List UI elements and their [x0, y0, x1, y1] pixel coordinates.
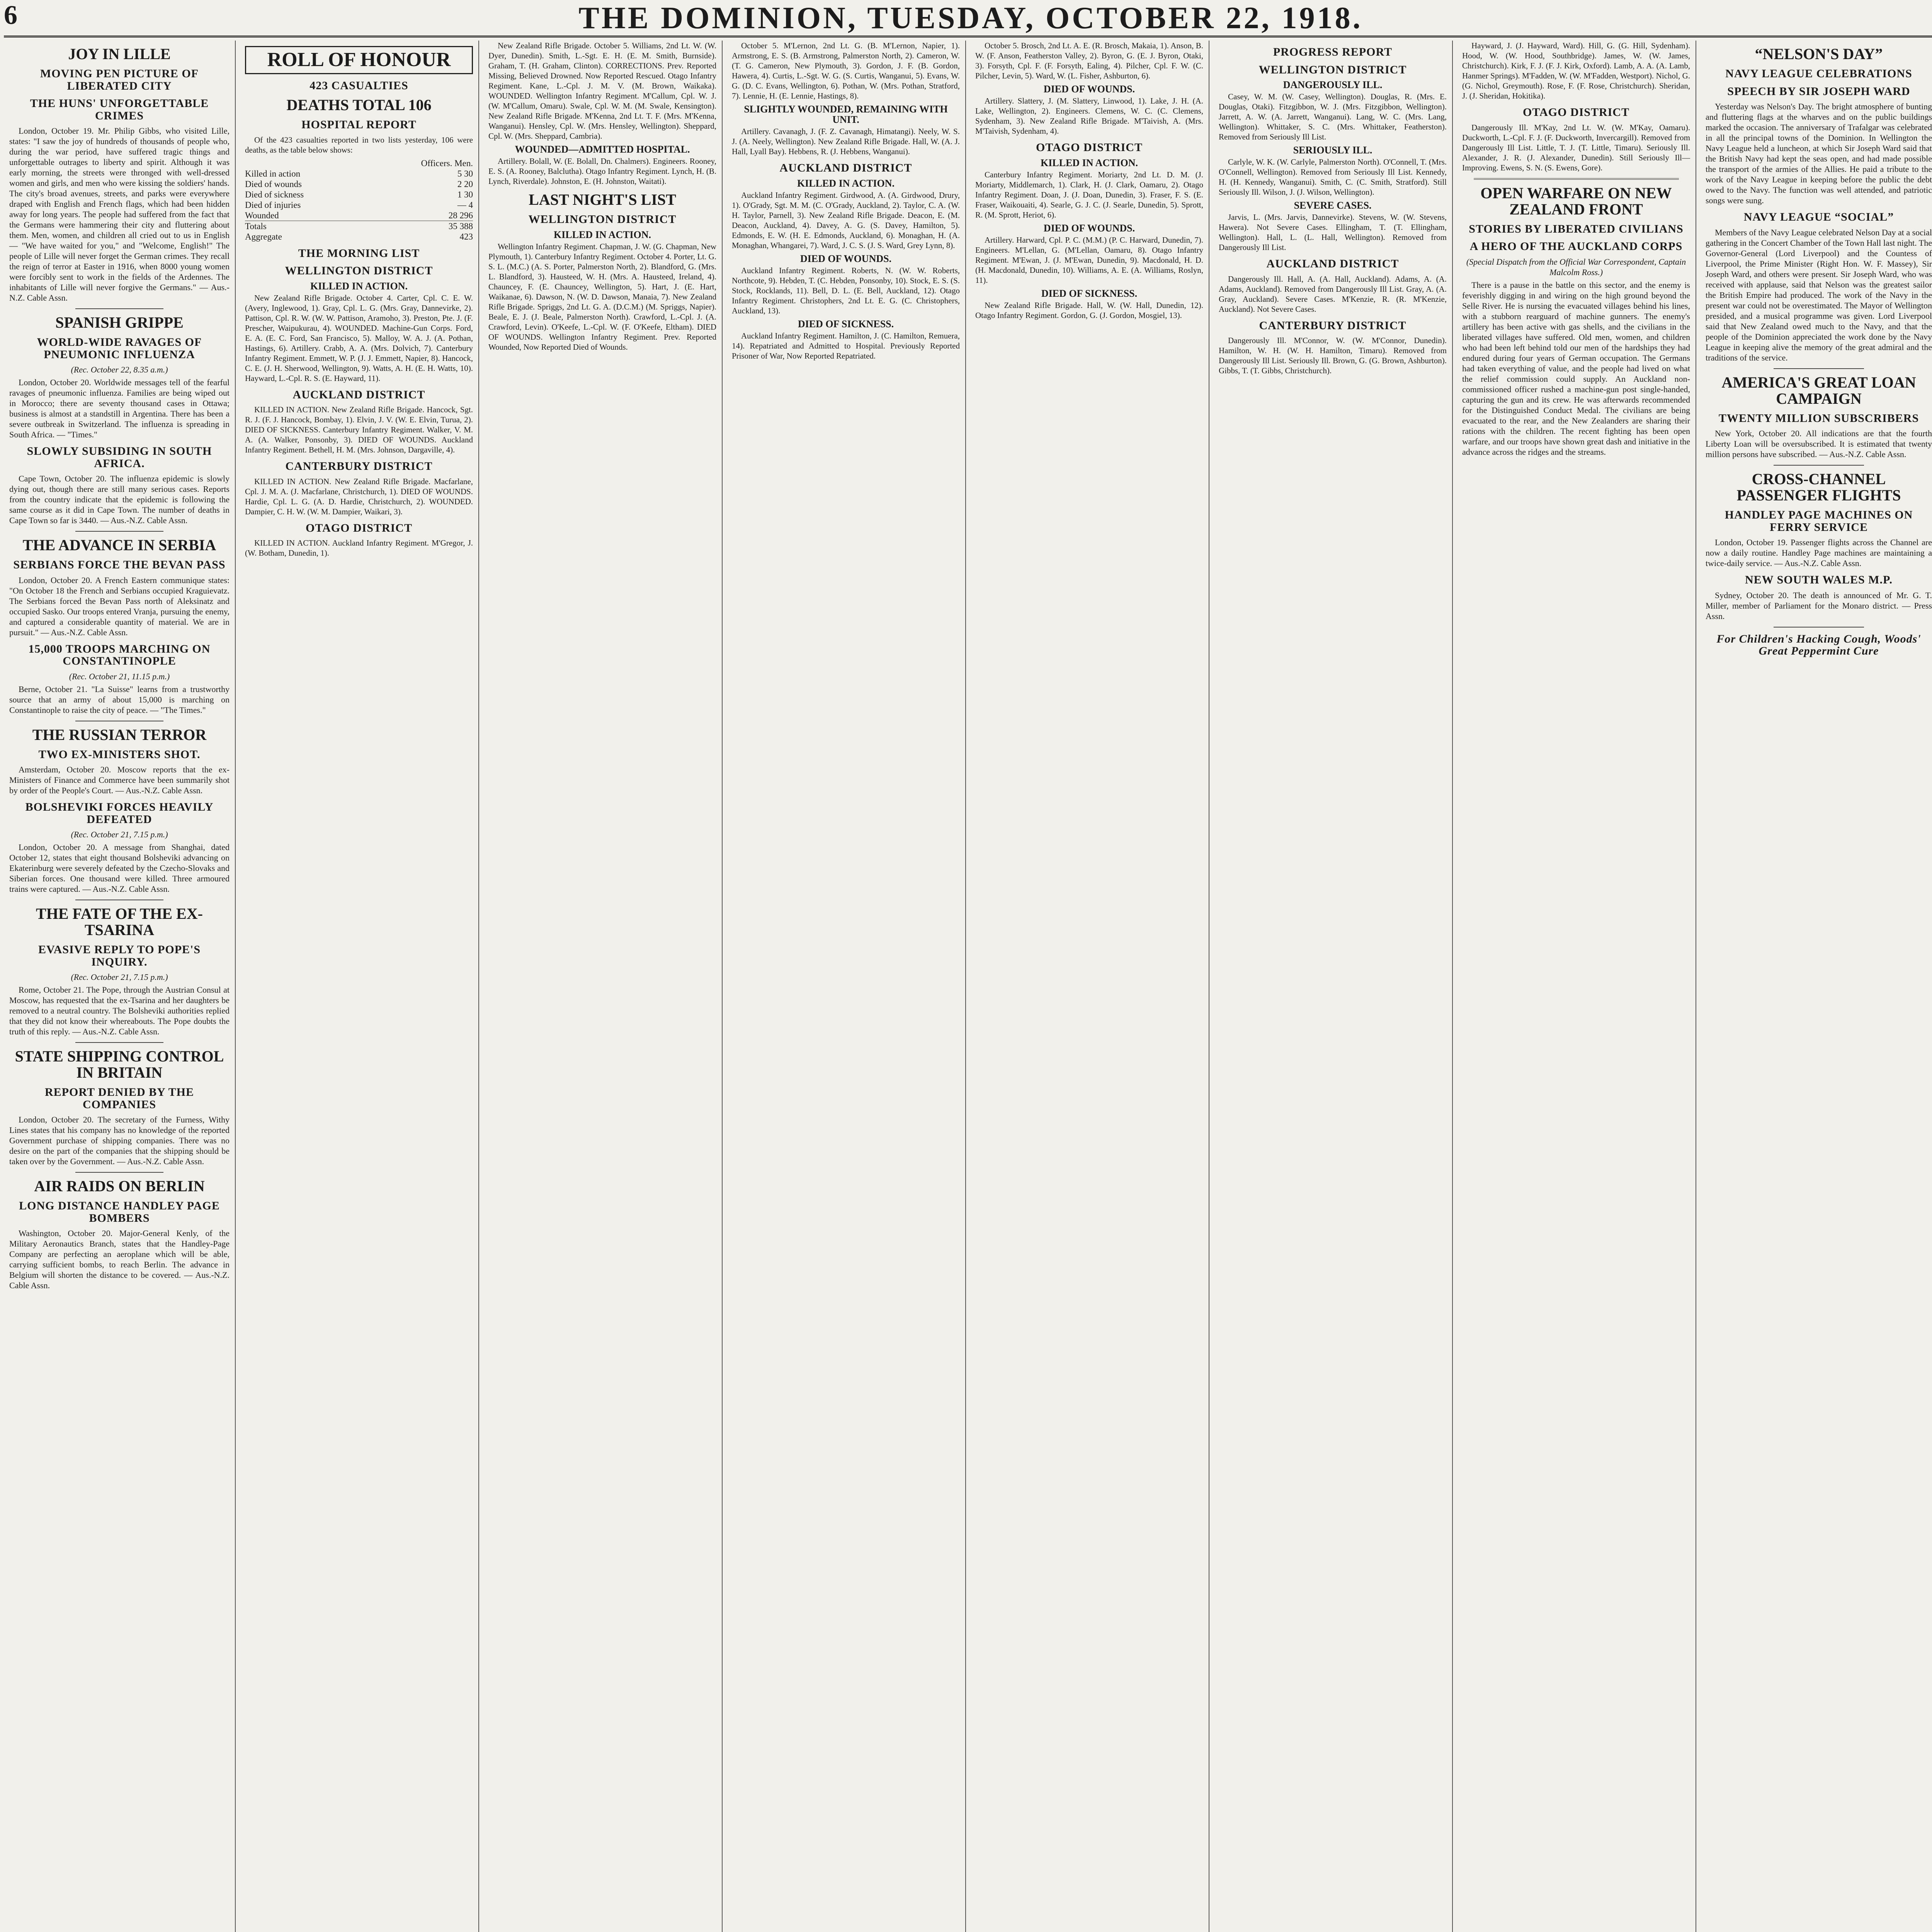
subhead-huns: THE HUNS' UNFORGETTABLE CRIMES	[30, 97, 209, 122]
subhead-hospital: HOSPITAL REPORT	[301, 118, 417, 131]
district-heading: CANTERBURY DISTRICT	[1259, 319, 1406, 332]
casualty-list: Artillery. Bolall, W. (E. Bolall, Dn. Chalmers). Engineers. Rooney, E. S. (A. Rooney, Balclutha). Otago Infantry Regiment. Lynch, H. (B. Lynch, Riverdale). Johnston, E. (H. Johnston, Waitati).	[488, 156, 716, 186]
column-3	[483, 41, 723, 1932]
divider	[1774, 465, 1864, 466]
casualty-list: KILLED IN ACTION. New Zealand Rifle Brigade. Macfarlane, Cpl. J. M. A. (J. Macfarlane, Christchurch, 1). DIED OF WOUNDS. Hardie, Cpl. L. G. (A. D. Hardie, Christchurch, 2). WOUNDED. Dampier, C. H. W. (W. M. Dampier, Waikari, 3).	[245, 476, 473, 516]
article-shipping: London, October 20. The secretary of the Furness, Withy Lines states that his company has no knowledge of the reported Government purchase of shipping companies. There was no desire on the part of the companies that the shipping should be taken over by the Government. — Aus.-N.Z. Cable Assn.	[9, 1115, 230, 1166]
subhead-nsw-mp: NEW SOUTH WALES M.P.	[1745, 573, 1893, 586]
headline-progress-report: PROGRESS REPORT	[1273, 46, 1393, 58]
article-bolshevik: London, October 20. A message from Shanghai, dated October 12, states that eight thousand Bolsheviki advancing on Ekaterinburg were severely defeated by the Czecho-Slovaks and Siberian forces. One thousand were killed. Three armoured trains were captured. — Aus.-N.Z. Cable Assn.	[9, 842, 230, 894]
table-row: Aggregate 423	[245, 231, 473, 242]
masthead	[0, 0, 1932, 37]
subhead-casualties: 423 CASUALTIES	[310, 79, 408, 92]
casualty-list: Auckland Infantry Regiment. Hamilton, J. (C. Hamilton, Remuera, 14). Repatriated and Admitted to Hospital. Previously Reported Prisoner of War, Now Reported Repatriated.	[732, 331, 960, 361]
progress-list: Casey, W. M. (W. Casey, Wellington). Douglas, R. (Mrs. E. Douglas, Otaki). Fitzgibbon, W. J. (Mrs. Fitzgibbon, Wellington). Jarrett, A. W. (A. Jarrett, Wanganui). Lang, W. C. (Mrs. Lang, Wellington). Whittaker, S. C. (Mrs. Whittaker, Featherston). Removed from Seriously Ill List.	[1219, 92, 1447, 141]
progress-list: Dangerously Ill. M'Kay, 2nd Lt. W. (W. M'Kay, Oamaru). Duckworth, L.-Cpl. F. J. (F. Duckworth, Invercargill). Removed from Dangerously Ill List. Little, T. J. (T. Little, Timaru). Seriously Ill. Alexander, J. R. (J. Alexander, Dunedin). Still Seriously Ill—Improving. Ewens, S. N. (S. Ewens, Gore).	[1462, 122, 1690, 172]
section-admitted: WOUNDED—ADMITTED HOSPITAL.	[515, 144, 690, 155]
article-raids: Washington, October 20. Major-General Kenly, of the Military Aeronautics Branch, states that the Handley-Page Company are perfecting an aeroplane which will be able, carrying sufficient bombs, to reach Berlin. The advance in Belgium will shorten the distance to be covered. — Aus.-N.Z. Cable Assn.	[9, 1228, 230, 1290]
section-died-of-sickness: DIED OF SICKNESS.	[798, 318, 894, 330]
divider	[75, 308, 163, 309]
casualty-list: KILLED IN ACTION. New Zealand Rifle Brigade. Hancock, Sgt. R. J. (F. J. Hancock, Bombay, 1). Elvin, J. V. (W. E. Elvin, Turua, 2). DIED OF SICKNESS. Canterbury Infantry Regiment. Walker, V. M. A. (A. Walker, Ponsonby, 3). DIED OF WOUNDS. Auckland Infantry Regiment. Bethell, H. M. (Mrs. Johnson, Dargaville, 4).	[245, 405, 473, 455]
headline-shipping: STATE SHIPPING CONTROL IN BRITAIN	[15, 1048, 224, 1081]
headline-terror: THE RUSSIAN TERROR	[32, 726, 207, 743]
subhead-turks: 15,000 TROOPS MARCHING ON CONSTANTINOPLE	[28, 642, 211, 667]
subhead-serbia: SERBIANS FORCE THE BEVAN PASS	[13, 558, 226, 571]
article-africa: Cape Town, October 20. The influenza epidemic is slowly dying out, though there are still many serious cases. Reports from the country indicate that the epidemic is following the same course as it did in Cape Town. The number of deaths in Cape Town so far is 3440. — Aus.-N.Z. Cable Assn.	[9, 474, 230, 525]
casualty-list: October 5. Brosch, 2nd Lt. A. E. (R. Brosch, Makaia, 1). Anson, B. W. (F. Anson, Featherston Valley, 2). Byron, G. (E. J. Byron, Otaki, 3). Forsyth, Cpl. F. (F. Forsyth, Ealing, 4). Pilcher, Cpl. F. W. (C. Pilcher, Levin, 5). Ward, W. (L. Fisher, Ashburton, 6).	[975, 41, 1203, 80]
masthead-rule	[4, 36, 1932, 37]
divider	[75, 1172, 163, 1173]
subhead-raids: LONG DISTANCE HANDLEY PAGE BOMBERS	[19, 1199, 220, 1225]
subhead-grippe: WORLD-WIDE RAVAGES OF PNEUMONIC INFLUENZA	[37, 336, 202, 361]
subhead-terror: TWO EX-MINISTERS SHOT.	[38, 748, 201, 761]
received-tsarina: (Rec. October 21, 7.15 p.m.)	[71, 972, 168, 982]
headline-loan-campaign: AMERICA'S GREAT LOAN CAMPAIGN	[1721, 373, 1916, 407]
divider	[1474, 178, 1679, 180]
section-seriously-ill: SERIOUSLY ILL.	[1293, 145, 1372, 156]
article-tsarina: Rome, October 21. The Pope, through the Austrian Consul at Moscow, has requested that the ex-Tsarina and her daughters be removed to a neutral country. The Bolsheviki authorities replied that they did not know their whereabouts. The Pope doubts the truth of this reply. — Aus.-N.Z. Cable Assn.	[9, 985, 230, 1036]
column-6	[1213, 41, 1453, 1932]
headline-grippe: SPANISH GRIPPE	[55, 314, 184, 331]
subhead-lille: MOVING PEN PICTURE OF LIBERATED CITY	[40, 67, 199, 92]
section-died-of-wounds: DIED OF WOUNDS.	[1043, 222, 1135, 234]
subhead-africa: SLOWLY SUBSIDING IN SOUTH AFRICA.	[27, 445, 212, 470]
subhead-shipping: REPORT DENIED BY THE COMPANIES	[45, 1086, 194, 1111]
section-killed: KILLED IN ACTION.	[797, 177, 895, 189]
column-1	[4, 41, 236, 1932]
subhead-navy-social: NAVY LEAGUE “SOCIAL”	[1743, 211, 1894, 223]
district-heading: OTAGO DISTRICT	[1522, 106, 1629, 119]
newspaper-title: THE DOMINION, TUESDAY, OCTOBER 22, 1918.	[578, 1, 1363, 35]
casualty-list: New Zealand Rifle Brigade. October 4. Carter, Cpl. C. E. W. (Avery, Inglewood, 1). Gray, Cpl. L. G. (Mrs. Gray, Dannevirke, 2). Pattison, Cpl. R. W. (W. W. Pattison, Aramoho, 3). Preston, Pte. J. (F. Prescher, Waipukurau, 4). WOUNDED. Machine-Gun Corps. Ford, E. A. (E. C. Ford, San Francisco, 5). Malloy, W. A. J. (A. Pothan, Hastings, 6). Artillery. Crabb, A. A. (Mrs. Dolvich, 7). Canterbury Infantry Regiment. Emmett, W. P. (J. J. Emmett, Napier, 8). Hancock, C. E. (J. H. Sherwood, Wellington, 9). Watts, A. H. (E. H. Watts, 10). Hayward, L.-Cpl. R. S. (E. Hayward, 11).	[245, 293, 473, 383]
district-heading: WELLINGTON DISTRICT	[528, 213, 677, 226]
headline-open-warfare: OPEN WARFARE ON NEW ZEALAND FRONT	[1480, 184, 1672, 218]
received-turks: (Rec. October 21, 11.15 p.m.)	[69, 671, 170, 681]
article-turks: Berne, October 21. "La Suisse" learns from a trustworthy source that an army of about 15,000 is marching on Constantinople to raise the city of peace. — "The Times."	[9, 684, 230, 715]
table-row: Died of injuries — 4	[245, 200, 473, 210]
casualty-list: Artillery. Harward, Cpl. P. C. (M.M.) (P. C. Harward, Dunedin, 7). Engineers. M'Lellan, G. (M'Lellan, Oamaru, 8). Otago Infantry Regiment. M'Ewan, J. (J. M'Ewan, Dunedin, 9). Macdonald, H. D. (H. Macdonald, Dunedin, 10). Williams, A. E. (A. Williams, Roslyn, 11).	[975, 235, 1203, 285]
subhead-tsarina: EVASIVE REPLY TO POPE'S INQUIRY.	[38, 943, 201, 968]
article-serbia: London, October 20. A French Eastern communique states: "On October 18 the French and Serbians occupied Kraguievatz. The Serbians forced the Bevan Pass north of Aleksinatz and occupied Sasko. Our troops entered Vranja, pursuing the enemy, and captured a considerable quantity of material. We are in pursuit." — Aus.-N.Z. Cable Assn.	[9, 575, 230, 637]
subhead-auckland-hero: A HERO OF THE AUCKLAND CORPS	[1469, 240, 1683, 253]
article-nsw-mp: Sydney, October 20. The death is announced of Mr. G. T. Miller, member of Parliament for the Monaro district. — Press Assn.	[1706, 590, 1932, 621]
subhead-ferry-service: HANDLEY PAGE MACHINES ON FERRY SERVICE	[1725, 509, 1913, 534]
roll-intro: Of the 423 casualties reported in two lists yesterday, 106 were deaths, as the table below shows:	[245, 135, 473, 155]
column-4	[726, 41, 966, 1932]
progress-list: Hayward, J. (J. Hayward, Ward). Hill, G. (G. Hill, Sydenham). Hood, W. (W. Hood, Southbridge). James, W. (W. James, Christchurch). Kirk, F. J. (F. J. Kirk, Oxford). Lamb, A. A. (A. Lamb, Hanmer Springs). M'Fadden, W. (W. M'Fadden, Westport). Nichol, G. (G. Nichol, Greymouth). Rose, F. (F. Rose, Christchurch). Sheridan, J. (J. Sheridan, Hokitika).	[1462, 41, 1690, 100]
section-killed: KILLED IN ACTION.	[1040, 157, 1138, 168]
section-died-of-sickness: DIED OF SICKNESS.	[1041, 287, 1138, 299]
subhead-ward-speech: SPEECH BY SIR JOSEPH WARD	[1727, 85, 1910, 98]
district-heading: WELLINGTON DISTRICT	[1259, 63, 1407, 76]
section-severe: SEVERE CASES.	[1294, 200, 1372, 211]
headline-roll-of-honour: ROLL OF HONOUR	[245, 46, 473, 74]
article-loan: New York, October 20. All indications are that the fourth Liberty Loan will be oversubscribed. It is estimated that twenty million persons have subscribed. — Aus.-N.Z. Cable Assn.	[1706, 429, 1932, 459]
headline-serbia: THE ADVANCE IN SERBIA	[22, 536, 216, 554]
district-heading: AUCKLAND DISTRICT	[779, 162, 912, 174]
table-row: Died of wounds 2 20	[245, 179, 473, 189]
section-killed: KILLED IN ACTION.	[553, 229, 651, 240]
headline-raids: AIR RAIDS ON BERLIN	[34, 1177, 205, 1195]
casualty-list: October 5. M'Lernon, 2nd Lt. G. (B. M'Lernon, Napier, 1). Armstrong, E. S. (B. Armstrong, Palmerston North, 2). Cameron, W. (T. G. Cameron, New Plymouth, 3). Gordon, J. F. (B. Gordon, Hawera, 4). Curtis, L.-Sgt. W. G. (S. Curtis, Wanganui, 5). Evans, W. G. (D. C. Evans, Wellington, 6). Pothan, W. (Mrs. Pothan, Stratford, 7). Lennie, H. (E. Lennie, Hastings, 8).	[732, 41, 960, 100]
article-navy-social: Members of the Navy League celebrated Nelson Day at a social gathering in the Concert Chamber of the Town Hall last night. The Governor-General (Lord Liverpool) and the Countess of Liverpool, the Prime Minister (Right Hon. W. F. Massey), Sir Joseph Ward, and others were present. Sir Joseph Ward, who was received with applause, said that Nelson was the greatest sailor the British Empire had produced. The work of the Navy in the present war could not be overestimated. The Mayor of Wellington presided, and a musical programme was given. Lord Liverpool said that New Zealand owed much to the Navy, and that the people of the Dominion appreciated the work done by the Navy League in keeping alive the memory of the great admiral and the traditions of the service.	[1706, 227, 1932, 362]
divider	[75, 531, 163, 532]
casualty-table	[245, 158, 473, 242]
article-nelsons-day: Yesterday was Nelson's Day. The bright atmosphere of bunting and fluttering flags at the wharves and on the public buildings marked the occasion. The anniversary of Trafalgar was celebrated in all the principal towns of the Dominion. In Wellington the Navy League held a luncheon, at which Sir Joseph Ward said that the British Navy had kept the seas open, and had made possible the transport of the armies of the Allies. He paid a tribute to the work of the Navy League in keeping before the public the debt owed to the Navy. The function was well attended, and patriotic songs were sung.	[1706, 102, 1932, 205]
table-row: Wounded 28 296	[245, 210, 473, 220]
table-row: Killed in action 5 30	[245, 168, 473, 179]
received-bolshevik: (Rec. October 21, 7.15 p.m.)	[71, 830, 168, 839]
casualty-list: KILLED IN ACTION. Auckland Infantry Regiment. M'Gregor, J. (W. Botham, Dunedin, 1).	[245, 538, 473, 558]
district-heading: CANTERBURY DISTRICT	[285, 460, 433, 473]
casualty-list: Auckland Infantry Regiment. Girdwood, A. (A. Girdwood, Drury, 1). O'Grady, Sgt. M. M. (C. O'Grady, Auckland, 2). Taylor, C. A. (W. H. Taylor, Parnell, 3). New Zealand Rifle Brigade. Deacon, E. (M. Deacon, Auckland, 4). Davey, A. G. (S. Davey, Hamilton, 5). Edmonds, E. W. (H. E. Edmonds, Auckland, 6). Monaghan, H. (A. Monaghan, Whangarei, 7). Ward, J. C. S. (J. S. Ward, Grey Lynn, 8).	[732, 190, 960, 250]
section-died-of-wounds: DIED OF WOUNDS.	[800, 253, 892, 264]
article-open-warfare: There is a pause in the battle on this sector, and the enemy is feverishly digging in and wiring on the high ground beyond the Selle River. He is nursing the evacuated villages behind his lines, with a stubborn rearguard of machine gunners. The enemy's artillery has been active with gas shells, and the civilians in the liberated villages have suffered. Old men, women, and children who had been left behind told our men of the hardships they had endured during four years of German occupation. The Germans had taken everything of value, and the people had lived on what the relief commission could supply. An Auckland non-commissioned officer rushed a machine-gun post single-handed, capturing the gun and its crew. He was afterwards recommended for the Distinguished Conduct Medal. The civilians are being evacuated to the rear, and the New Zealanders are sharing their rations with the children. The recent fighting has been open warfare, and our troops have shown great dash and initiative in the advance across the ridges and the streams.	[1462, 280, 1690, 457]
casualty-list: New Zealand Rifle Brigade. Hall, W. (W. Hall, Dunedin, 12). Otago Infantry Regiment. Gordon, G. (J. Gordon, Mosgiel, 13).	[975, 300, 1203, 320]
column-7	[1457, 41, 1696, 1932]
article-terror: Amsterdam, October 20. Moscow reports that the ex-Ministers of Finance and Commerce have been summarily shot by order of the People's Court. — Aus.-N.Z. Cable Assn.	[9, 765, 230, 795]
article-lille: London, October 19. Mr. Philip Gibbs, who visited Lille, states: "I saw the joy of hundreds of thousands of people who, during the war period, have suffered tragic things and unforgettable outrages to liberty and spirit. Although it was early morning, the streets were thronged with well-dressed women and girls, and men who were kissing the soldiers' hands. The city's broad avenues, streets, and parks were everywhere draped with English and French flags, which had been hidden away for long years. The people had suffered from the fact that the Germans were hammering their city and fluttering about them. Men, women, and children all cried out to us in English — "We have waited for you," and "Welcome, English!" The people of Lille will never forget the German crimes. They recall the reign of terror at Easter in 1916, when 8000 young women were forcibly sent to work in the fields of the Ardennes. The inhabitants of Lille will never forgive the Germans." — Aus.-N.Z. Cable Assn.	[9, 126, 230, 303]
divider	[1774, 368, 1864, 369]
page-columns	[4, 41, 1932, 1932]
district-heading: OTAGO DISTRICT	[305, 521, 412, 534]
headline-tsarina: THE FATE OF THE EX-TSARINA	[36, 905, 203, 939]
divider	[75, 1042, 163, 1043]
progress-list: Dangerously Ill. Hall, A. (A. Hall, Auckland). Adams, A. (A. Adams, Auckland). Removed from Dangerously Ill List. Gray, A. (A. Gray, Auckland). Severe Cases. M'Kenzie, R. (R. M'Kenzie, Auckland). Not Severe Cases.	[1219, 274, 1447, 314]
subhead-deaths: DEATHS TOTAL 106	[286, 96, 432, 114]
subhead-subscribers: TWENTY MILLION SUBSCRIBERS	[1718, 412, 1919, 425]
headline-lille: JOY IN LILLE	[68, 45, 171, 63]
casualty-list: Auckland Infantry Regiment. Roberts, N. (W. W. Roberts, Northcote, 9). Hebden, T. (C. Hebden, Ponsonby, 10). Stock, E. S. (S. Stock, Rocklands, 11). Bell, D. L. (E. Bell, Auckland, 12). Otago Infantry Regiment. Christophers, 2nd Lt. E. G. (C. Christophers, Auckland, 13).	[732, 265, 960, 315]
casualty-list: Wellington Infantry Regiment. Chapman, J. W. (G. Chapman, New Plymouth, 1). Canterbury Infantry Regiment. October 4. Porter, Lt. G. S. L. (M.C.) (A. S. Porter, Palmerston North, 2). Blandford, G. (Mrs. L. Blandford, 3). Hausteed, W. H. (Mrs. A. Hausteed, Ireland, 4). Chauncey, F. (E. Chauncey, Wellington, 5). Hart, J. (E. Hart, Waikanae, 6). Dawson, N. (W. D. Dawson, Manaia, 7). New Zealand Rifle Brigade. Spriggs, 2nd Lt. G. A. (D.C.M.) (M. Spriggs, Napier). Beale, E. J. (J. Beale, Palmerston North). Crawford, L.-Cpl. J. (A. Crawford, Levin). O'Keefe, L.-Cpl. W. (F. O'Keefe, Eltham). DIED OF WOUNDS. Wellington Infantry Regiment. Prev. Reported Wounded, Now Reported Died of Wounds.	[488, 242, 716, 352]
district-heading: WELLINGTON DISTRICT	[285, 264, 433, 277]
table-row: Died of sickness 1 30	[245, 189, 473, 199]
column-2	[240, 41, 479, 1932]
column-8	[1700, 41, 1932, 1932]
progress-list: Jarvis, L. (Mrs. Jarvis, Dannevirke). Stevens, W. (W. Stevens, Hawera). Not Severe Cases. Ellingham, T. (T. Ellingham, Wellington). Hall, L. (L. Hall, Wellington). Removed from Dangerously Ill List.	[1219, 213, 1447, 252]
received-grippe: (Rec. October 22, 8.35 a.m.)	[71, 365, 168, 374]
section-slightly-wounded: SLIGHTLY WOUNDED, REMAINING WITH UNIT.	[744, 104, 948, 125]
headline-nelsons-day: “NELSON'S DAY”	[1755, 45, 1883, 63]
subhead-morning-list: THE MORNING LIST	[298, 247, 420, 260]
casualty-list: Canterbury Infantry Regiment. Moriarty, 2nd Lt. D. M. (J. Moriarty, Middlemarch, 1). Clark, H. (J. Clark, Oamaru, 2). Otago Infantry Regiment. Doan, J. (J. Doan, Dunedin, 3). Fraser, F. S. (E. Fraser, Waikouaiti, 4). Searle, G. J. C. (J. Searle, Dunedin, 5). Sprott, R. (M. Sprott, Heriot, 6).	[975, 170, 1203, 219]
article-flights: London, October 19. Passenger flights across the Channel are now a daily routine. Handley Page machines are maintaining a twice-daily service. — Aus.-N.Z. Cable Assn.	[1706, 537, 1932, 568]
casualty-table-header: Officers. Men.	[421, 158, 473, 168]
advertisement-peppermint-cure: For Children's Hacking Cough, Woods' Great Peppermint Cure	[1716, 632, 1921, 657]
subhead-bolshevik: BOLSHEVIKI FORCES HEAVILY DEFEATED	[25, 801, 214, 826]
column-5	[970, 41, 1209, 1932]
table-row: Totals 35 388	[245, 221, 473, 231]
section-died-of-wounds: DIED OF WOUNDS.	[1043, 83, 1135, 95]
article-grippe: London, October 20. Worldwide messages tell of the fearful ravages of pneumonic influenza. Families are being wiped out in Morocco; there are seventy thousand cases in Ottawa; business is almost at a standstill in Argentina. There has been a severe outbreak in Switzerland. The influenza is spreading in South Africa. — "Times."	[9, 378, 230, 439]
casualty-list: Artillery. Cavanagh, J. (F. Z. Cavanagh, Himatangi). Neely, W. S. J. (A. Neely, Wellington). New Zealand Rifle Brigade. Hall, W. (A. J. Hall, Lyall Bay). Hebbens, R. (J. Hebbens, Wanganui).	[732, 127, 960, 156]
progress-list: Dangerously Ill. M'Connor, W. (W. M'Connor, Dunedin). Hamilton, W. H. (W. H. Hamilton, Timaru). Removed from Dangerously Ill List. Seriously Ill. Brown, G. (G. Brown, Ashburton). Gibbs, T. (T. Gibbs, Christchurch).	[1219, 336, 1447, 375]
section-dangerously-ill: DANGEROUSLY ILL.	[1283, 79, 1383, 90]
district-heading: AUCKLAND DISTRICT	[1266, 257, 1399, 270]
casualty-list: New Zealand Rifle Brigade. October 5. Williams, 2nd Lt. W. (W. Dyer, Dunedin). Smith, L.-Sgt. E. H. (E. M. Smith, Burnside). Graham, T. (H. Graham, Clinton). CORRECTIONS. Prev. Reported Missing, Believed Drowned. Now Reported Rescued. Otago Infantry Regiment. Kane, L.-Cpl. J. M. V. (M. Brown, Waikaka). WOUNDED. Wellington Infantry Regiment. M'Callum, Cpl. W. J. (W. M'Callum, Omaru). Swale, Cpl. W. M. (M. Swale, Kensington). New Zealand Rifle Brigade. M'Kenna, 2nd Lt. T. F. (Mrs. M'Kenna, Wanganui). Hensley, Cpl. W. (Mrs. Hensley, Wellington). Sheppard, Cpl. W. (Mrs. Sheppard, Cambria).	[488, 41, 716, 141]
subhead-last-night: LAST NIGHT'S LIST	[529, 191, 676, 208]
subhead-liberated-civilians: STORIES BY LIBERATED CIVILIANS	[1469, 222, 1684, 235]
district-heading: AUCKLAND DISTRICT	[293, 388, 425, 401]
headline-passenger-flights: CROSS-CHANNEL PASSENGER FLIGHTS	[1736, 470, 1901, 504]
divider	[1774, 627, 1864, 628]
district-heading: OTAGO DISTRICT	[1036, 141, 1143, 154]
casualty-list: Artillery. Slattery, J. (M. Slattery, Linwood, 1). Lake, J. H. (A. Lake, Wellington, 2). Engineers. Clemens, W. C. (C. Clemens, Sydenham, 3). New Zealand Rifle Brigade. M'Taivish, A. (Mrs. M'Taivish, Sydenham, 4).	[975, 96, 1203, 136]
correspondent-note: (Special Dispatch from the Official War Correspondent, Captain Malcolm Ross.)	[1466, 257, 1686, 277]
page-number: 6	[4, 0, 17, 30]
progress-list: Carlyle, W. K. (W. Carlyle, Palmerston North). O'Connell, T. (Mrs. O'Connell, Wellington). Removed from Seriously Ill List. Kennedy, H. (H. Kennedy, Wanganui). Smith, C. (C. Smith, Stratford). Still Seriously Ill. Wilson, J. (J. Wilson, Wellington).	[1219, 157, 1447, 197]
section-killed: KILLED IN ACTION.	[310, 280, 408, 292]
subhead-navy-league: NAVY LEAGUE CELEBRATIONS	[1725, 67, 1912, 80]
